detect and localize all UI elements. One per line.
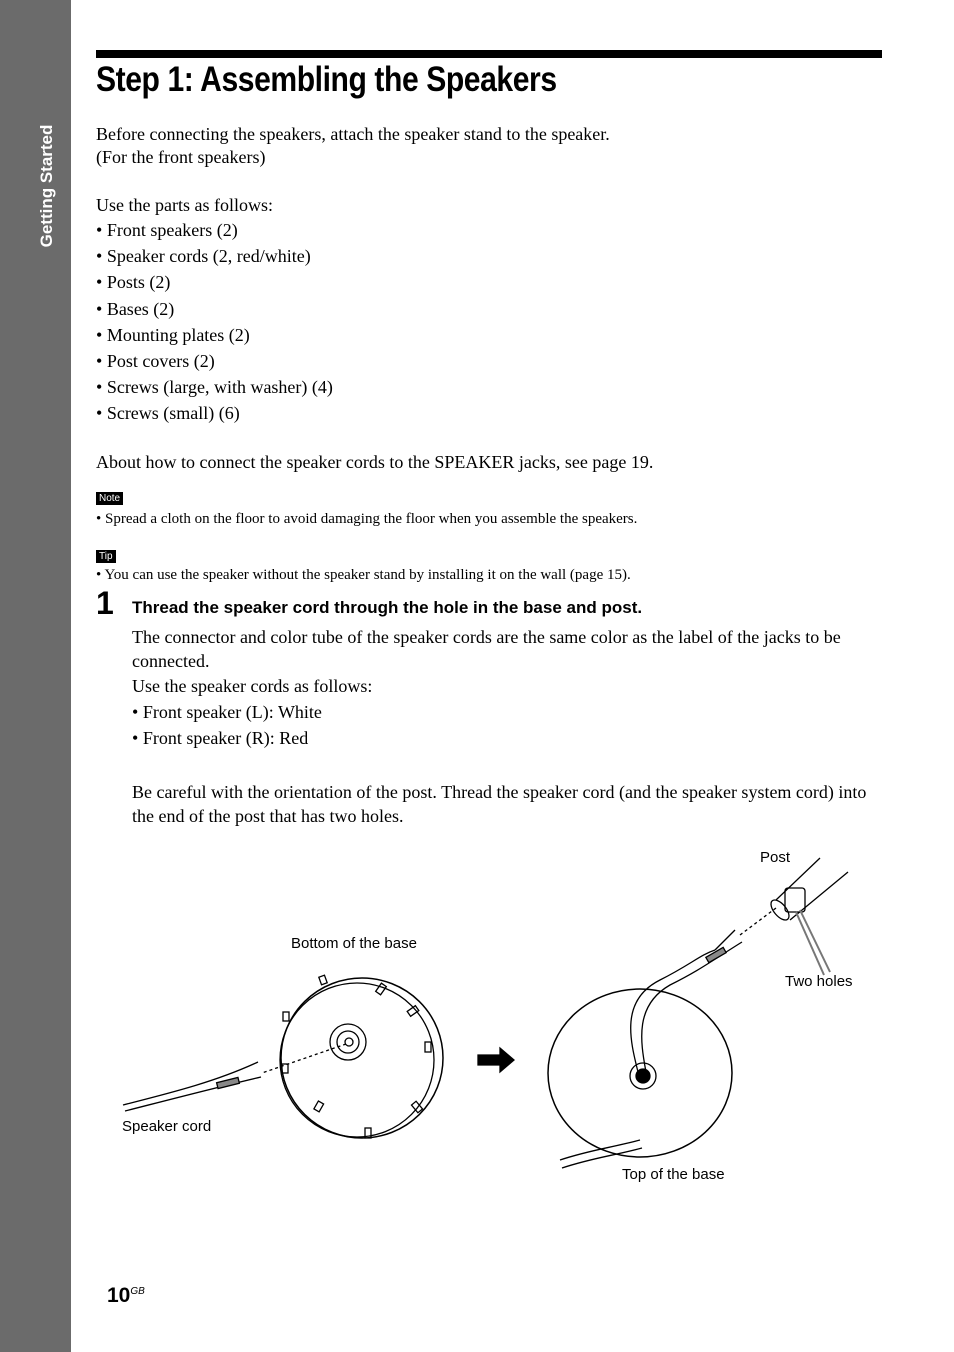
step-paragraph-2: Be careful with the orientation of the post. Thread the speaker cord (and the speaker system cord) into the end of the post that has two holes. xyxy=(132,782,867,826)
intro-line-1: Before connecting the speakers, attach the speaker stand to the speaker. xyxy=(96,124,610,144)
list-item: • Screws (small) (6) xyxy=(96,400,333,426)
label-bottom-of-base: Bottom of the base xyxy=(291,935,417,952)
step-paragraph-1: The connector and color tube of the speaker cords are the same color as the label of the jacks to be connected. xyxy=(132,627,841,671)
note-text: • Spread a cloth on the floor to avoid damaging the floor when you assemble the speakers. xyxy=(96,510,637,528)
list-item: • Front speakers (2) xyxy=(96,217,333,243)
parts-heading: Use the parts as follows: xyxy=(96,195,273,215)
tip-badge: Tip xyxy=(96,550,116,563)
about-text: About how to connect the speaker cords to the SPEAKER jacks, see page 19. xyxy=(96,452,654,472)
label-post: Post xyxy=(760,849,791,866)
label-two-holes: Two holes xyxy=(785,973,853,990)
speaker-cord-drawing xyxy=(123,1062,261,1111)
page-title: Step 1: Assembling the Speakers xyxy=(96,60,557,99)
list-item: • Posts (2) xyxy=(96,269,333,295)
list-item: • Bases (2) xyxy=(96,296,333,322)
post-drawing xyxy=(740,858,848,975)
step-heading: Thread the speaker cord through the hole in the base and post. xyxy=(132,598,643,617)
list-item: • Mounting plates (2) xyxy=(96,322,333,348)
list-item: • Speaker cords (2, red/white) xyxy=(96,243,333,269)
list-item: • Front speaker (R): Red xyxy=(132,725,322,751)
page-number: $10^{GB}$ xyxy=(107,1284,145,1307)
page-suffix: GB xyxy=(130,1286,145,1297)
cords-heading: Use the speaker cords as follows: xyxy=(132,676,373,696)
step-number: 1 xyxy=(96,585,114,621)
base-top-drawing xyxy=(548,930,742,1168)
list-item: • Front speaker (L): White xyxy=(132,699,322,725)
label-speaker-cord: Speaker cord xyxy=(122,1118,212,1135)
note-badge: Note xyxy=(96,492,123,505)
base-bottom-drawing xyxy=(262,975,443,1138)
list-item: • Screws (large, with washer) (4) xyxy=(96,374,333,400)
label-top-of-base: Top of the base xyxy=(622,1166,725,1183)
arrow-right-icon xyxy=(478,1048,514,1072)
tip-text: • You can use the speaker without the speaker stand by installing it on the wall (page 15). xyxy=(96,566,631,584)
intro-line-2: (For the front speakers) xyxy=(96,147,266,167)
list-item: • Post covers (2) xyxy=(96,348,333,374)
section-label: Getting Started xyxy=(37,124,56,248)
